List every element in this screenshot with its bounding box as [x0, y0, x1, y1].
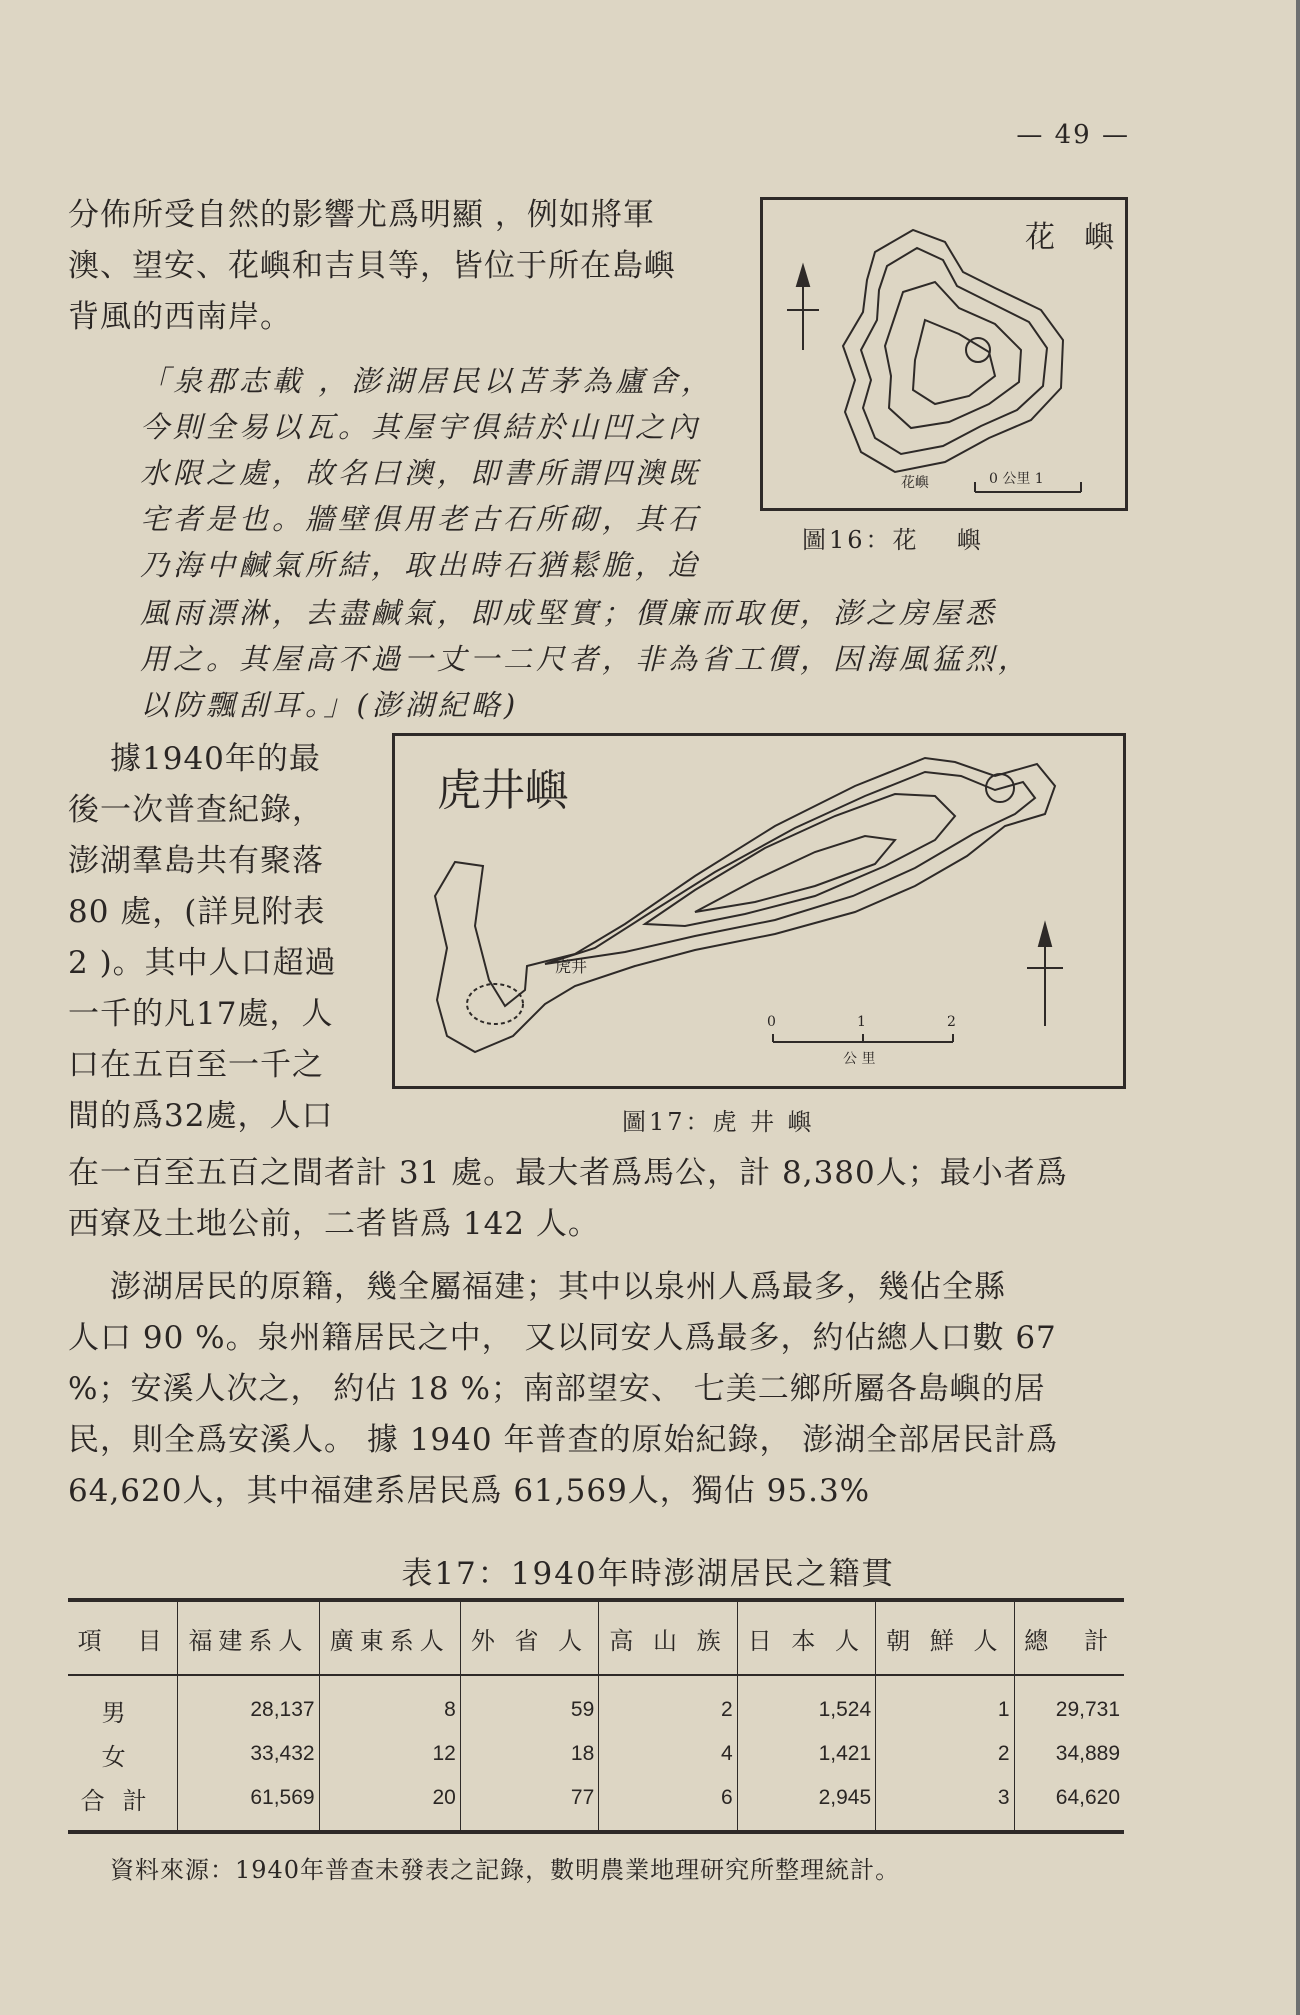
paragraph-line: 背風的西南岸。	[68, 299, 292, 335]
page-number: — 49 —	[1016, 120, 1130, 150]
table-cell: 28,137	[178, 1675, 319, 1732]
paragraph-line: 2 )。其中人口超過	[68, 945, 337, 981]
table-cell: 33,432	[178, 1732, 319, 1776]
paragraph-line: 在一百至五百之間者計 31 處。最大者爲馬公，計 8,380人；最小者爲	[68, 1155, 1068, 1191]
page-edge	[1296, 0, 1300, 2015]
table-cell: 18	[460, 1732, 598, 1776]
quote-line: 風雨漂淋，去盡鹹氣，即成堅實；價廉而取便，澎之房屋悉	[140, 596, 999, 630]
quote-line: 水限之處，故名曰澳，即書所謂四澳既	[140, 456, 702, 490]
paragraph-line: 一千的凡17處，人	[68, 996, 334, 1032]
place-label: 虎井	[555, 957, 588, 976]
figure-16-map	[760, 197, 1128, 511]
scale-unit: 公 里	[843, 1051, 876, 1067]
figure-caption: 圖16：花 嶼	[802, 526, 985, 554]
table-cell: 61,569	[178, 1776, 319, 1832]
table-cell: 20	[319, 1776, 460, 1832]
table-cell: 2	[599, 1675, 737, 1732]
quote-line: 乃海中鹹氣所結，取出時石猶鬆脆，迨	[140, 548, 702, 582]
table-cell: 2	[876, 1732, 1014, 1776]
paragraph-line: 據1940年的最	[110, 741, 321, 777]
scale-tick: 0	[767, 1014, 776, 1030]
column-header: 日 本 人	[737, 1600, 875, 1675]
row-label: 男	[101, 1698, 144, 1727]
table-cell: 34,889	[1014, 1732, 1124, 1776]
figure-caption: 圖17：虎 井 嶼	[622, 1108, 815, 1136]
column-header: 朝 鮮 人	[876, 1600, 1014, 1675]
table-cell: 1,421	[737, 1732, 875, 1776]
table-row	[68, 1675, 1124, 1732]
map-title: 虎井嶼	[437, 765, 569, 816]
paragraph-line: 澳、望安、花嶼和吉貝等，皆位于所在島嶼	[68, 248, 676, 284]
scale-tick: 2	[947, 1014, 956, 1030]
quote-line: 今則全易以瓦。其屋宇俱結於山凹之內	[140, 410, 702, 444]
table-cell: 3	[876, 1776, 1014, 1832]
scale-label: 0 公里 1	[989, 471, 1044, 487]
column-header: 外 省 人	[460, 1600, 598, 1675]
table-source-note: 資料來源：1940年普查未發表之記錄，數明農業地理研究所整理統計。	[110, 1856, 901, 1884]
table-title: 表17：1940年時澎湖居民之籍貫	[401, 1556, 895, 1592]
table-cell: 59	[460, 1675, 598, 1732]
column-header: 項 目	[68, 1600, 178, 1675]
paragraph-line: 澎湖羣島共有聚落	[68, 843, 324, 879]
table-cell: 12	[319, 1732, 460, 1776]
row-label: 女	[101, 1742, 144, 1771]
table-cell: 1,524	[737, 1675, 875, 1732]
table-cell: 1	[876, 1675, 1014, 1732]
scale-tick: 1	[857, 1014, 866, 1030]
quote-line: 宅者是也。牆壁俱用老古石所砌，其石	[140, 502, 702, 536]
table-row	[68, 1776, 1124, 1832]
quote-line: 用之。其屋高不過一丈一二尺者，非為省工價，因海風猛烈，	[140, 642, 1032, 676]
paragraph-line: 澎湖居民的原籍，幾全屬福建；其中以泉州人爲最多，幾佔全縣	[110, 1269, 1006, 1305]
paragraph-line: 人口 90 %。泉州籍居民之中， 又以同安人爲最多，約佔總人口數 67	[68, 1320, 1057, 1356]
paragraph-line: 64,620人，其中福建系居民爲 61,569人，獨佔 95.3%	[68, 1473, 871, 1509]
table-row	[68, 1732, 1124, 1776]
table-header-row	[68, 1600, 1124, 1675]
paragraph-line: %；安溪人次之， 約佔 18 %；南部望安、 七美二鄉所屬各島嶼的居	[68, 1371, 1046, 1407]
paragraph-line: 西寮及土地公前，二者皆爲 142 人。	[68, 1206, 600, 1242]
paragraph-line: 民，則全爲安溪人。 據 1940 年普查的原始紀錄， 澎湖全部居民計爲	[68, 1422, 1059, 1458]
row-label: 合計	[80, 1786, 165, 1815]
paragraph-line: 口在五百至一千之	[68, 1047, 324, 1083]
column-header: 總 計	[1014, 1600, 1124, 1675]
table-cell: 2,945	[737, 1776, 875, 1832]
table-cell: 4	[599, 1732, 737, 1776]
table-cell: 64,620	[1014, 1776, 1124, 1832]
paragraph-line: 間的爲32處，人口	[68, 1098, 334, 1134]
table-cell: 29,731	[1014, 1675, 1124, 1732]
table-cell: 6	[599, 1776, 737, 1832]
column-header: 高 山 族	[599, 1600, 737, 1675]
place-label: 花嶼	[901, 475, 929, 491]
column-header: 廣東系人	[319, 1600, 460, 1675]
figure-17-map	[392, 733, 1126, 1089]
population-origin-table	[68, 1598, 1124, 1834]
column-header: 福建系人	[178, 1600, 319, 1675]
map-title: 花 嶼	[1025, 220, 1125, 255]
table-cell: 8	[319, 1675, 460, 1732]
quote-line: 「泉郡志載 ，澎湖居民以苫茅為廬舍，	[140, 364, 715, 398]
paragraph-line: 分佈所受自然的影響尤爲明顯 ，例如將軍	[68, 197, 655, 233]
table-cell: 77	[460, 1776, 598, 1832]
quote-line: 以防飄刮耳。」(澎湖紀略)	[140, 688, 520, 722]
paragraph-line: 80 處，(詳見附表	[68, 894, 326, 930]
paragraph-line: 後一次普查紀錄，	[68, 792, 324, 828]
